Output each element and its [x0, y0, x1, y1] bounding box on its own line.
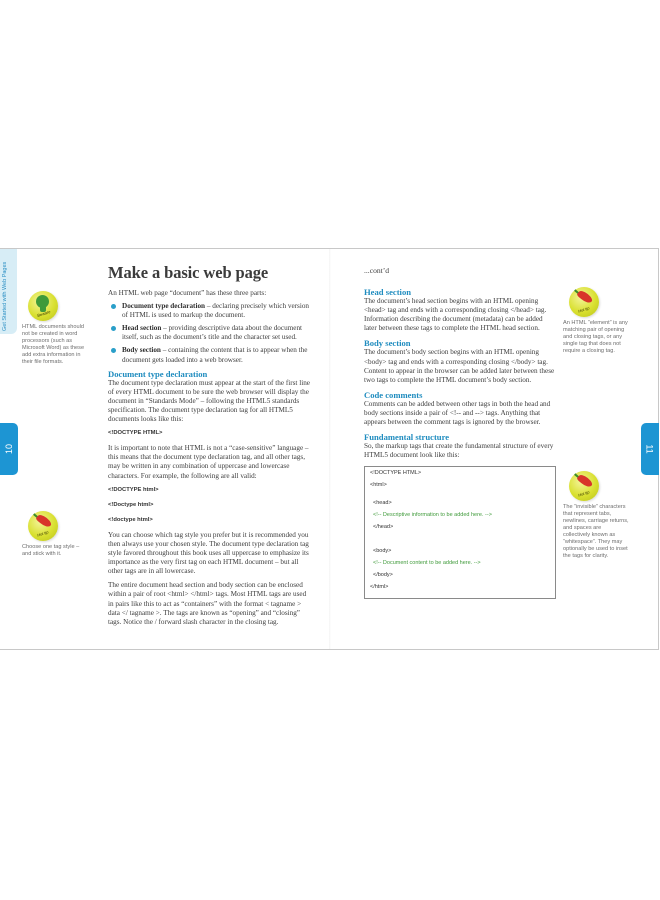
continued-label: ...cont’d	[364, 266, 390, 275]
paragraph: The entire document head section and body section can be enclosed within a pair of root <html> </html> tags. Most HTML tags are used in pairs like this to act as “containers” with the format < tagname > data </ tagname >. The tags are known as “opening” and “closing” tags. Notice the / forward slash character in the closing tag.	[108, 581, 307, 626]
code-line: </html>	[370, 584, 389, 591]
tip-text: An HTML “element” is any matching pair of opening and closing tags, or any single tag that does not require a closing tag.	[563, 320, 628, 354]
intro-text: An HTML web page “document” has these three parts:	[108, 289, 267, 297]
code-sample: <!DOCTYPE HTML>	[108, 430, 163, 437]
section-heading: Code comments	[364, 389, 423, 400]
code-sample: <!DOCTYPE html>	[108, 486, 159, 493]
code-sample: <!Doctype html>	[108, 501, 154, 508]
hot-tip	[563, 287, 629, 355]
right-page-content	[364, 263, 556, 599]
code-line: <head>	[373, 500, 392, 507]
hot-tip-badge: Hot tip	[569, 471, 599, 501]
section-heading: Fundamental structure	[364, 432, 450, 443]
chili-pepper-icon	[576, 289, 593, 305]
code-listing	[364, 466, 556, 599]
parts-list	[108, 302, 310, 365]
chapter-tab	[0, 249, 17, 334]
code-line: <html>	[370, 482, 387, 489]
paragraph: Comments can be added between other tags in both the head and body sections inside a pair of <!-- and --> tags. Anything that appears between the comment tags is ignored by the browser.	[364, 399, 551, 427]
code-line: </head>	[373, 524, 394, 531]
code-line: </body>	[373, 572, 393, 579]
paragraph: The document’s body section begins with an HTML opening <body> tag and ends with a corresponding closing </body> tag. Content to appear in the browser can be added later between these two tags to complete the HTML document’s body section.	[364, 348, 555, 384]
hot-tip-badge: Hot tip	[28, 511, 58, 541]
code-comment: <!-- Descriptive information to be added here. -->	[373, 512, 492, 519]
section-heading: Body section	[364, 338, 411, 349]
gutter	[329, 249, 331, 649]
list-item: Head section – providing descriptive data about the document itself, such as the document’s title and the character set used.	[108, 324, 310, 342]
list-item: Body section – containing the content that is to appear when the document gets loaded into a web browser.	[108, 346, 310, 364]
tip-text: HTML documents should not be created in word processors (such as Microsoft Word) as these add extra information in their file formats.	[22, 324, 85, 365]
hot-tip	[22, 511, 88, 558]
hot-tip	[563, 471, 629, 560]
section-heading: Document type declaration	[108, 368, 208, 379]
code-line: <body>	[373, 548, 392, 555]
hot-tip-badge: Hot tip	[569, 287, 599, 317]
code-sample: <!doctype html>	[108, 516, 153, 523]
page-number-right: 11	[641, 423, 659, 475]
page-title: Make a basic web page	[108, 263, 269, 282]
chapter-tab-label: Get Started with Web Pages	[2, 261, 8, 331]
paragraph: You can choose which tag style you prefer but it is recommended you then always use your chosen style. The document type declaration tag style favored throughout this book uses all uppercase to emphasize its importance as the very first tag on each HTML document – but all other tags are in all lowercase.	[108, 530, 309, 576]
code-line: <!DOCTYPE HTML>	[370, 470, 422, 477]
page-number-left: 10	[0, 423, 18, 475]
code-comment: <!-- Document content to be added here. -->	[373, 560, 481, 567]
paragraph: It is important to note that HTML is not a “case-sensitive” language – this means that the document type declaration tag, and all other tags, may be written in any combination of uppercase and lowercase characters. For example, the following are all valid:	[108, 444, 309, 480]
chili-pepper-icon	[576, 473, 593, 489]
book-spread	[0, 248, 659, 650]
tip-text: The “invisible” characters that represent tabs, newlines, carriage returns, and spaces are collectively known as “whitespace”. They may optionally be used to inset the tags for clarity.	[563, 504, 629, 559]
beware-tip	[22, 291, 88, 366]
list-item: Document type declaration – declaring precisely which version of HTML is used to markup the document.	[108, 302, 310, 320]
tip-text: Choose one tag style – and stick with it.	[22, 544, 80, 557]
paragraph: The document type declaration must appear at the start of the first line of every HTML document to be sure the web browser will display the document in “Standards Mode” – following the HTML5 standards specification. The document type declaration tag for all HTML5 documents looks like this:	[108, 378, 310, 424]
paragraph: The document’s head section begins with an HTML opening <head> tag and ends with a corresponding closing </head> tag. Information describing the document (metadata) can be added later between these tags to complete the HTML head section.	[364, 297, 547, 333]
section-heading: Head section	[364, 287, 412, 298]
chili-pepper-icon	[35, 513, 52, 529]
beware-badge: Beware	[28, 291, 58, 321]
left-page-content	[108, 263, 310, 632]
paragraph: So, the markup tags that create the fundamental structure of every HTML5 document look like this:	[364, 442, 554, 460]
